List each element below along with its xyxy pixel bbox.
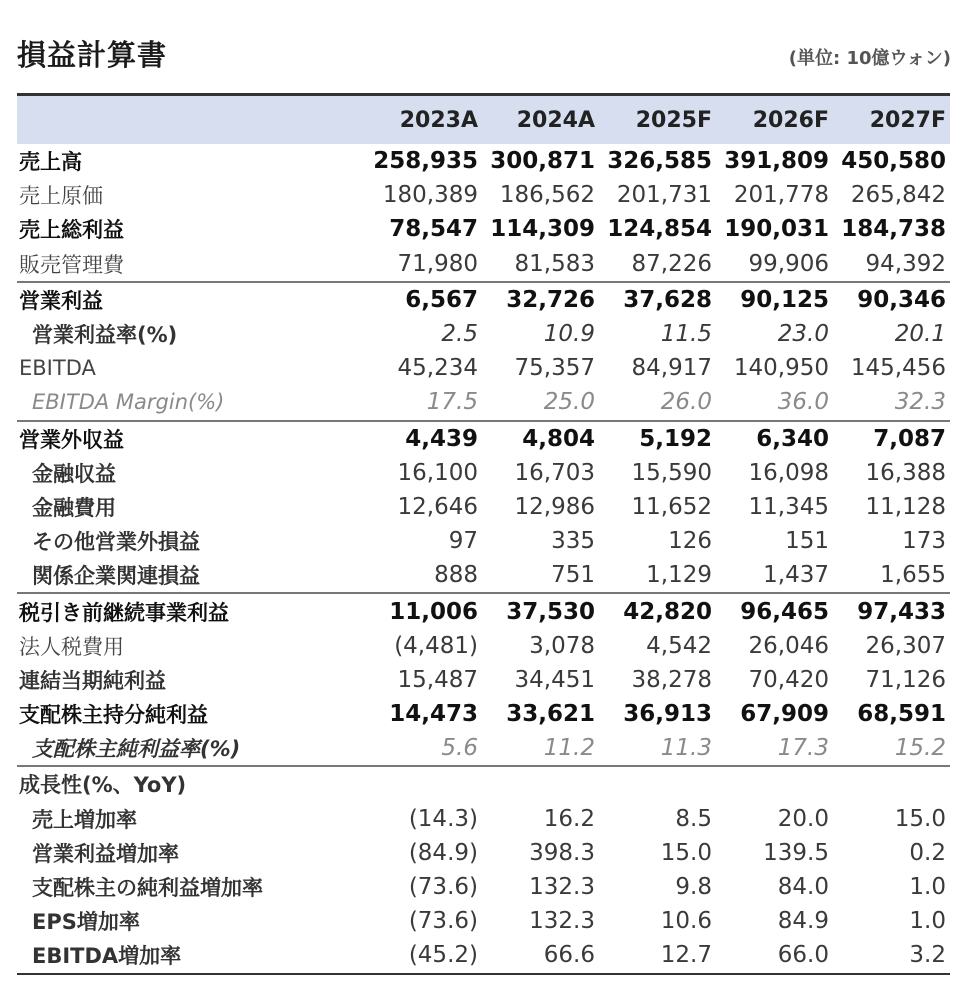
table-cell: 33,621 <box>506 701 595 728</box>
row-label: 売上原価 <box>19 184 103 209</box>
table-cell: 5,192 <box>639 425 712 452</box>
row-label: 売上高 <box>19 150 82 175</box>
table-cell: 15,590 <box>631 459 712 486</box>
table-cell: 2.5 <box>441 321 478 348</box>
table-cell: 1,437 <box>763 562 829 589</box>
table-cell: 4,542 <box>646 632 712 659</box>
table-cell: 23.0 <box>777 321 829 348</box>
table-cell: 11,128 <box>865 493 946 520</box>
row-label: 売上総利益 <box>19 218 124 243</box>
table-cell: (4,481) <box>394 632 478 659</box>
table-row <box>17 629 950 663</box>
table-cell: 32.3 <box>894 389 946 416</box>
table-cell: (14.3) <box>408 805 478 832</box>
table-cell: 3,078 <box>529 632 595 659</box>
table-row <box>17 144 950 178</box>
table-cell: 124,854 <box>607 216 712 243</box>
table-cell: (45.2) <box>408 942 478 969</box>
row-label: 営業利益率(%) <box>32 323 178 348</box>
table-cell: 11.2 <box>543 735 595 762</box>
table-cell: 16,703 <box>514 459 595 486</box>
table-cell: 99,906 <box>748 250 829 277</box>
row-label: 金融収益 <box>32 461 116 486</box>
table-row <box>17 317 950 351</box>
table-cell: 1,129 <box>646 562 712 589</box>
table-row <box>17 281 950 317</box>
table-cell: 11,006 <box>389 598 478 625</box>
table-cell: 258,935 <box>373 148 478 175</box>
table-cell: 180,389 <box>382 182 478 209</box>
table-row <box>17 697 950 731</box>
table-cell: 184,738 <box>841 216 946 243</box>
header-year: 2025F <box>635 107 712 133</box>
table-cell: 84.9 <box>777 908 829 935</box>
income-statement-table <box>17 93 950 975</box>
table-cell: 75,357 <box>514 355 595 382</box>
table-cell: 37,628 <box>623 286 712 313</box>
table-row <box>17 836 950 870</box>
table-cell: 38,278 <box>631 666 712 693</box>
row-label: 税引き前継続事業利益 <box>19 600 229 625</box>
table-row <box>17 212 950 246</box>
table-cell: 15.0 <box>660 839 712 866</box>
table-cell: 17.3 <box>777 735 829 762</box>
table-cell: 398.3 <box>529 839 595 866</box>
table-row <box>17 558 950 592</box>
table-row <box>17 802 950 836</box>
row-label: 関係企業関連損益 <box>32 564 200 589</box>
table-cell: (73.6) <box>408 908 478 935</box>
table-cell: 66.6 <box>543 942 595 969</box>
table-cell: 94,392 <box>865 250 946 277</box>
table-cell: 32,726 <box>506 286 595 313</box>
table-cell: 15.2 <box>894 735 946 762</box>
row-label: 売上増加率 <box>32 807 137 832</box>
table-cell: 71,980 <box>397 250 478 277</box>
table-row <box>17 731 950 765</box>
table-cell: 67,909 <box>740 701 829 728</box>
table-cell: 1,655 <box>880 562 946 589</box>
row-label: 販売管理費 <box>19 252 124 277</box>
table-cell: 335 <box>551 528 595 555</box>
table-cell: 16,388 <box>865 459 946 486</box>
table-cell: 90,125 <box>740 286 829 313</box>
table-cell: 8.5 <box>675 805 712 832</box>
header-year: 2023A <box>399 107 478 133</box>
table-cell: 96,465 <box>740 598 829 625</box>
table-cell: 114,309 <box>490 216 595 243</box>
row-label: その他営業外損益 <box>32 530 200 555</box>
table-cell: 326,585 <box>607 148 712 175</box>
table-row <box>17 663 950 697</box>
table-cell: 97,433 <box>857 598 946 625</box>
table-cell: 186,562 <box>499 182 595 209</box>
table-cell: 45,234 <box>397 355 478 382</box>
table-cell: 26,046 <box>748 632 829 659</box>
table-cell: 3.2 <box>909 942 946 969</box>
row-label: 金融費用 <box>32 495 116 520</box>
table-cell: 36.0 <box>777 389 829 416</box>
table-cell: 70,420 <box>748 666 829 693</box>
table-cell: 16,098 <box>748 459 829 486</box>
table-cell: 7,087 <box>873 425 946 452</box>
table-cell: 190,031 <box>724 216 829 243</box>
row-label: EBITDA増加率 <box>32 944 182 969</box>
table-cell: 20.0 <box>777 805 829 832</box>
table-cell: 391,809 <box>724 148 829 175</box>
table-cell: 751 <box>551 562 595 589</box>
table-cell: 10.9 <box>543 321 595 348</box>
table-cell: 300,871 <box>490 148 595 175</box>
table-cell: 5.6 <box>441 735 478 762</box>
table-cell: 12.7 <box>660 942 712 969</box>
table-cell: 66.0 <box>777 942 829 969</box>
table-cell: 12,986 <box>514 493 595 520</box>
row-label: 支配株主の純利益増加率 <box>32 876 263 901</box>
table-cell: 36,913 <box>623 701 712 728</box>
table-cell: 87,226 <box>631 250 712 277</box>
table-cell: 90,346 <box>857 286 946 313</box>
table-cell: 68,591 <box>857 701 946 728</box>
table-cell: 145,456 <box>850 355 946 382</box>
table-row <box>17 178 950 212</box>
table-cell: 6,567 <box>405 286 478 313</box>
table-cell: 4,439 <box>405 425 478 452</box>
header-year: 2027F <box>869 107 946 133</box>
table-cell: 0.2 <box>909 839 946 866</box>
header-year: 2024A <box>516 107 595 133</box>
table-row <box>17 351 950 385</box>
table-row <box>17 904 950 938</box>
row-label: EBITDA Margin(%) <box>32 390 225 415</box>
table-cell: 132.3 <box>529 874 595 901</box>
table-row <box>17 456 950 490</box>
table-cell: 25.0 <box>543 389 595 416</box>
table-cell: 26.0 <box>660 389 712 416</box>
table-cell: 173 <box>902 528 946 555</box>
header-year: 2026F <box>752 107 829 133</box>
table-cell: 11,345 <box>748 493 829 520</box>
row-label: 営業外収益 <box>19 427 124 452</box>
table-cell: 4,804 <box>522 425 595 452</box>
table-row <box>17 870 950 904</box>
table-cell: 97 <box>448 528 478 555</box>
table-cell: 11.3 <box>660 735 712 762</box>
unit-label: (単位: 10億ウォン) <box>788 48 951 69</box>
table-row <box>17 592 950 628</box>
table-cell: 151 <box>785 528 829 555</box>
table-cell: 34,451 <box>514 666 595 693</box>
table-cell: (84.9) <box>408 839 478 866</box>
table-cell: 15,487 <box>397 666 478 693</box>
table-cell: 81,583 <box>514 250 595 277</box>
table-cell: 6,340 <box>756 425 829 452</box>
row-label: 営業利益 <box>19 288 103 313</box>
table-cell: 450,580 <box>841 148 946 175</box>
table-header <box>17 96 950 144</box>
table-cell: 42,820 <box>623 598 712 625</box>
table-cell: 16.2 <box>543 805 595 832</box>
table-cell: 20.1 <box>894 321 946 348</box>
row-label: EBITDA <box>19 356 96 381</box>
table-cell: 201,731 <box>616 182 712 209</box>
table-cell: 14,473 <box>389 701 478 728</box>
table-cell: 15.0 <box>894 805 946 832</box>
table-cell: 9.8 <box>675 874 712 901</box>
table-cell: 37,530 <box>506 598 595 625</box>
row-label: 支配株主持分純利益 <box>19 703 208 728</box>
table-cell: 201,778 <box>733 182 829 209</box>
table-cell: 12,646 <box>397 493 478 520</box>
table-row <box>17 420 950 456</box>
table-cell: 888 <box>434 562 478 589</box>
table-cell: 1.0 <box>909 908 946 935</box>
row-label: 連結当期純利益 <box>19 668 166 693</box>
table-cell: (73.6) <box>408 874 478 901</box>
table-row <box>17 490 950 524</box>
table-cell: 1.0 <box>909 874 946 901</box>
table-cell: 16,100 <box>397 459 478 486</box>
table-cell: 10.6 <box>660 908 712 935</box>
row-label: 営業利益増加率 <box>32 841 179 866</box>
table-cell: 139.5 <box>763 839 829 866</box>
page-title: 損益計算書 <box>17 38 168 72</box>
table-row <box>17 524 950 558</box>
table-cell: 11.5 <box>660 321 712 348</box>
table-cell: 126 <box>668 528 712 555</box>
table-cell: 17.5 <box>426 389 478 416</box>
table-cell: 26,307 <box>865 632 946 659</box>
table-cell: 78,547 <box>389 216 478 243</box>
table-cell: 265,842 <box>850 182 946 209</box>
table-cell: 84,917 <box>631 355 712 382</box>
table-row <box>17 247 950 281</box>
row-label: 成長性(%、YoY) <box>19 773 187 798</box>
table-cell: 11,652 <box>631 493 712 520</box>
table-cell: 71,126 <box>865 666 946 693</box>
table-row <box>17 385 950 419</box>
row-label: EPS増加率 <box>32 910 140 935</box>
table-cell: 140,950 <box>733 355 829 382</box>
table-cell: 84.0 <box>777 874 829 901</box>
table-row <box>17 765 950 801</box>
row-label: 支配株主純利益率(%) <box>32 737 241 762</box>
row-label: 法人税費用 <box>19 634 124 659</box>
table-row <box>17 938 950 972</box>
table-cell: 132.3 <box>529 908 595 935</box>
